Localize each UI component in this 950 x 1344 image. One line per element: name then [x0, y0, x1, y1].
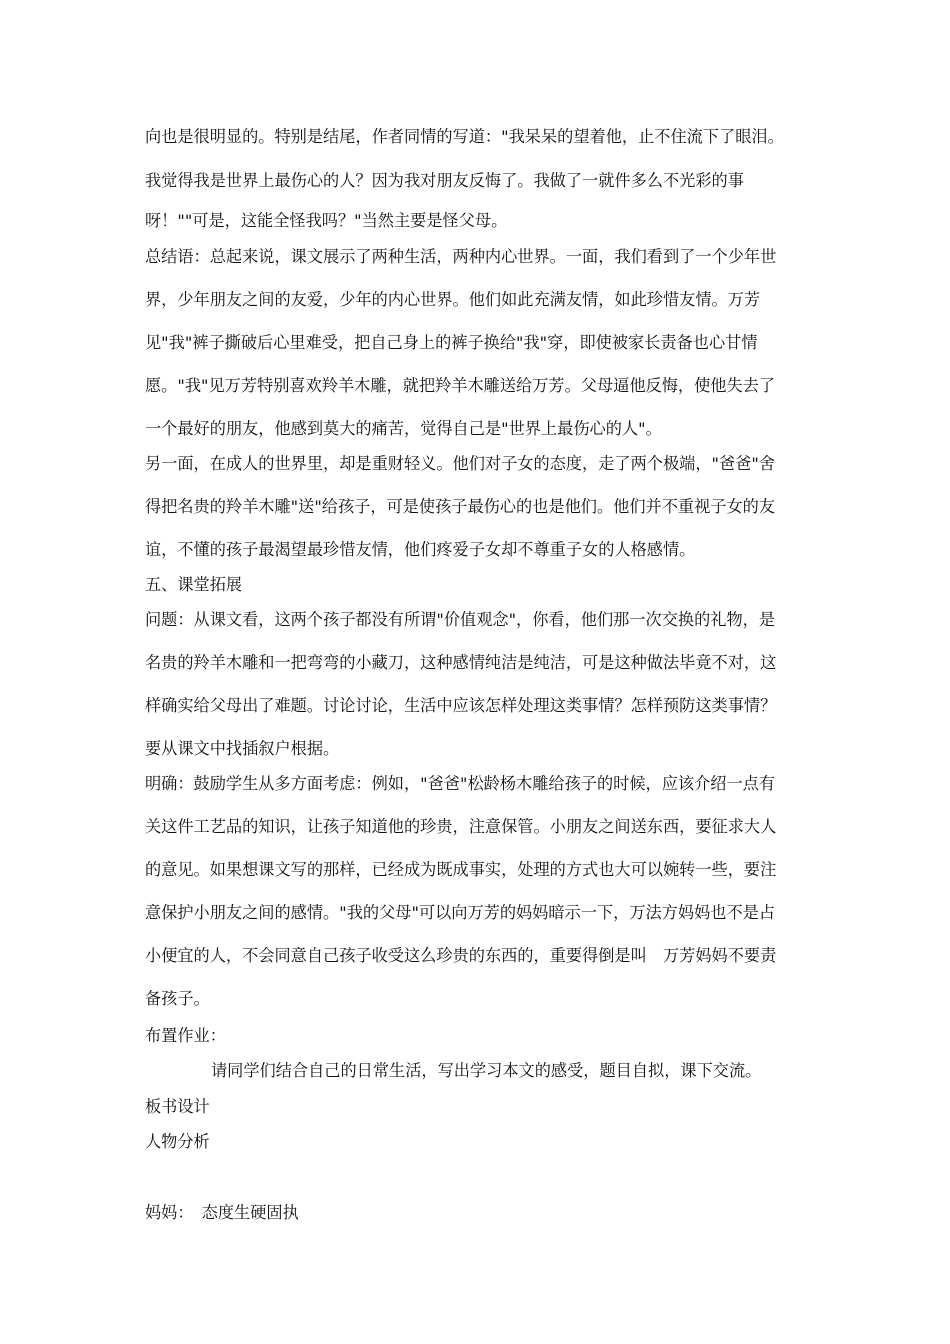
section-heading: 板书设计: [145, 1097, 210, 1116]
paragraph-line: 得把名贵的羚羊木雕"送"给孩子，可是使孩子最伤心的也是他们。他们并不重视子女的友: [145, 497, 776, 516]
paragraph-line: 另一面，在成人的世界里，却是重财轻义。他们对子女的态度，走了两个极端，"爸爸"舍: [145, 454, 776, 473]
paragraph-line: 见"我"裤子撕破后心里难受，把自己身上的裤子换给"我"穿，即使被家长责备也心甘情: [145, 333, 758, 352]
character-analysis-line: 妈妈： 态度生硬固执: [145, 1203, 299, 1222]
paragraph-line: 样确实给父母出了难题。讨论讨论，生活中应该怎样处理这类事情？怎样预防这类事情？: [145, 696, 777, 715]
section-heading: 五、课堂拓展: [145, 575, 243, 594]
paragraph-line: 谊，不懂的孩子最渴望最珍惜友情，他们疼爱子女却不尊重子女的人格感情。: [145, 540, 696, 559]
paragraph-line: 愿。"我"见万芳特别喜欢羚羊木雕，就把羚羊木雕送给万芳。父母逼他反悔，使他失去了: [145, 376, 776, 395]
paragraph-line: 界，少年朋友之间的友爱，少年的内心世界。他们如此充满友情，如此珍惜友情。万芳: [145, 290, 761, 309]
paragraph-line: 呀！""可是，这能全怪我吗？"当然主要是怪父母。: [145, 211, 508, 230]
paragraph-line: 向也是很明显的。特别是结尾，作者同情的写道："我呆呆的望着他，止不住流下了眼泪。: [145, 127, 784, 146]
paragraph-line: 我觉得我是世界上最伤心的人？因为我对朋友反悔了。我做了一就件多么不光彩的事: [145, 171, 744, 190]
assignment-text: 请同学们结合自己的日常生活，写出学习本文的感受，题目自拟，课下交流。: [211, 1061, 762, 1080]
paragraph-line: 一个最好的朋友，他感到莫大的痛苦，觉得自己是"世界上最伤心的人"。: [145, 419, 662, 438]
paragraph-line: 明确：鼓励学生从多方面考虑：例如，"爸爸"松龄杨木雕给孩子的时候，应该介绍一点有: [145, 774, 776, 793]
paragraph-line: 名贵的羚羊木雕和一把弯弯的小藏刀，这种感情纯洁是纯洁，可是这种做法毕竟不对，这: [145, 653, 777, 672]
paragraph-line: 意保护小朋友之间的感情。"我的父母"可以向万芳的妈妈暗示一下，万法方妈妈也不是占: [145, 903, 776, 922]
paragraph-line: 小便宜的人，不会同意自己孩子收受这么珍贵的东西的，重要得倒是叫 万芳妈妈不要责: [145, 946, 777, 965]
paragraph-line: 备孩子。: [145, 989, 210, 1008]
paragraph-line: 的意见。如果想课文写的那样，已经成为既成事实，处理的方式也大可以婉转一些，要注: [145, 860, 777, 879]
paragraph-line: 要从课文中找插叙户根据。: [145, 739, 340, 758]
section-heading: 人物分析: [145, 1132, 210, 1151]
section-heading: 布置作业：: [145, 1026, 226, 1045]
paragraph-line: 关这件工艺品的知识，让孩子知道他的珍贵，注意保管。小朋友之间送东西，要征求大人: [145, 817, 777, 836]
paragraph-line: 问题：从课文看，这两个孩子都没有所谓"价值观念"，你看，他们那一次交换的礼物，是: [145, 610, 776, 629]
paragraph-line: 总结语：总起来说，课文展示了两种生活，两种内心世界。一面，我们看到了一个少年世: [145, 247, 777, 266]
